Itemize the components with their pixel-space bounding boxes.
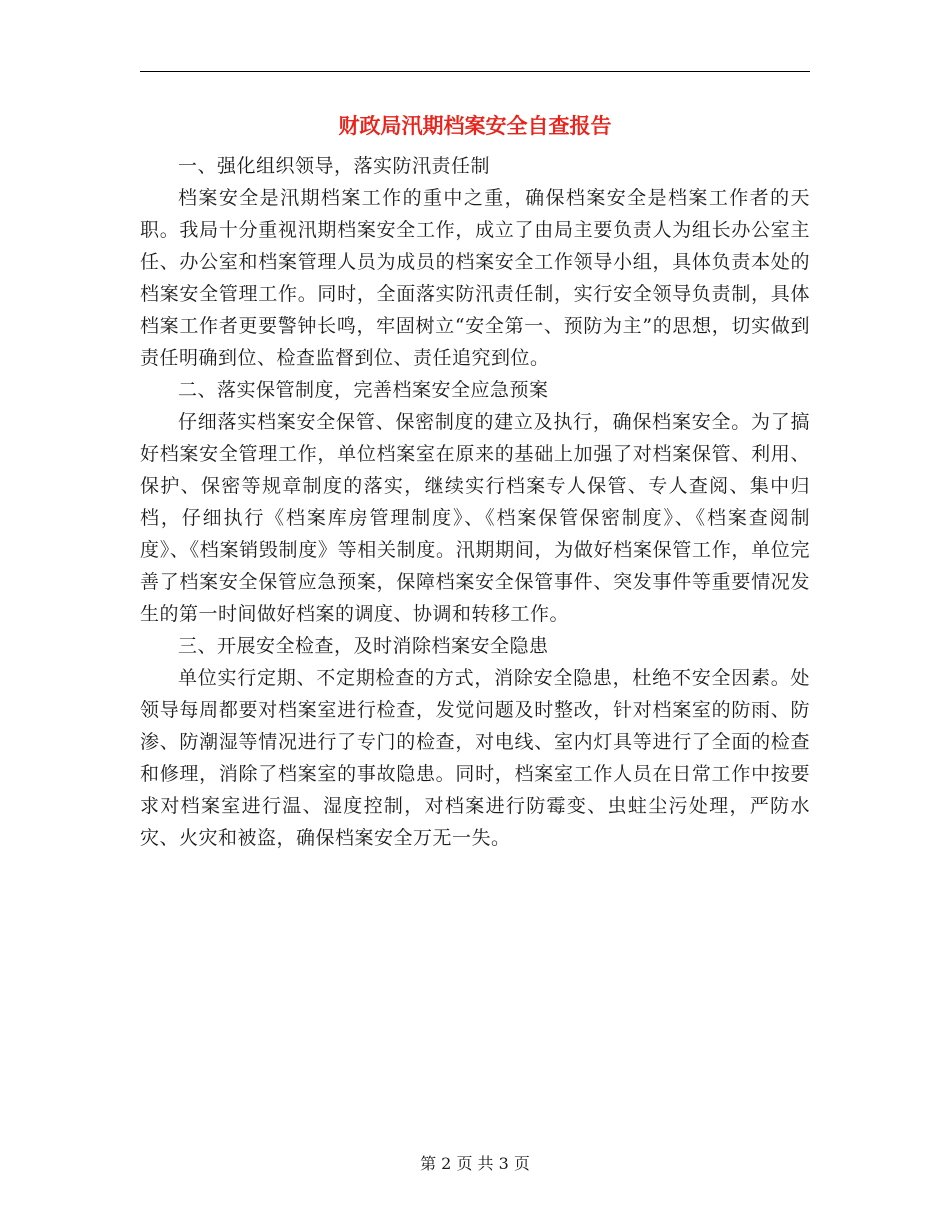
section-heading-1: 一、强化组织领导，落实防汛责任制 bbox=[178, 155, 491, 177]
page-number-footer: 第 2 页 共 3 页 bbox=[420, 1154, 530, 1173]
section-heading-3: 三、开展安全检查，及时消除档案安全隐患 bbox=[178, 635, 549, 657]
header-rule bbox=[140, 71, 810, 72]
document-title: 财政局汛期档案安全自查报告 bbox=[338, 114, 612, 138]
section-paragraph-1: 档案安全是汛期档案工作的重中之重，确保档案安全是档案工作者的天职。我局十分重视汛期档案安全工作，成立了由局主要负责人为组长办公室主任、办公室和档案管理人员为成员的档案安全工作领导小组，具体负责本处的档案安全管理工作。同时，全面落实防汛责任制，实行安全领导负责制，具体档案工作者更要警钟长鸣，牢固树立“安全第一、预防为主”的思想，切实做到责任明确到位、检查监督到位、责任追究到位。 bbox=[140, 187, 810, 369]
document-body bbox=[140, 150, 810, 854]
section-heading-2: 二、落实保管制度，完善档案安全应急预案 bbox=[178, 379, 549, 401]
section-paragraph-2: 仔细落实档案安全保管、保密制度的建立及执行，确保档案安全。为了搞好档案安全管理工作，单位档案室在原来的基础上加强了对档案保管、利用、保护、保密等规章制度的落实，继续实行档案专人保管、专人查阅、集中归档，仔细执行《档案库房管理制度》、《档案保管保密制度》、《档案查阅制度》、《档案销毁制度》等相关制度。汛期期间，为做好档案保管工作，单位完善了档案安全保管应急预案，保障档案安全保管事件、突发事件等重要情况发生的第一时间做好档案的调度、协调和转移工作。 bbox=[140, 411, 810, 625]
section-paragraph-3: 单位实行定期、不定期检查的方式，消除安全隐患，杜绝不安全因素。处领导每周都要对档案室进行检查，发觉问题及时整改，针对档案室的防雨、防渗、防潮湿等情况进行了专门的检查，对电线、室内灯具等进行了全面的检查和修理，消除了档案室的事故隐患。同时，档案室工作人员在日常工作中按要求对档案室进行温、湿度控制，对档案进行防霉变、虫蛀尘污处理，严防水灾、火灾和被盗，确保档案安全万无一失。 bbox=[140, 667, 810, 849]
